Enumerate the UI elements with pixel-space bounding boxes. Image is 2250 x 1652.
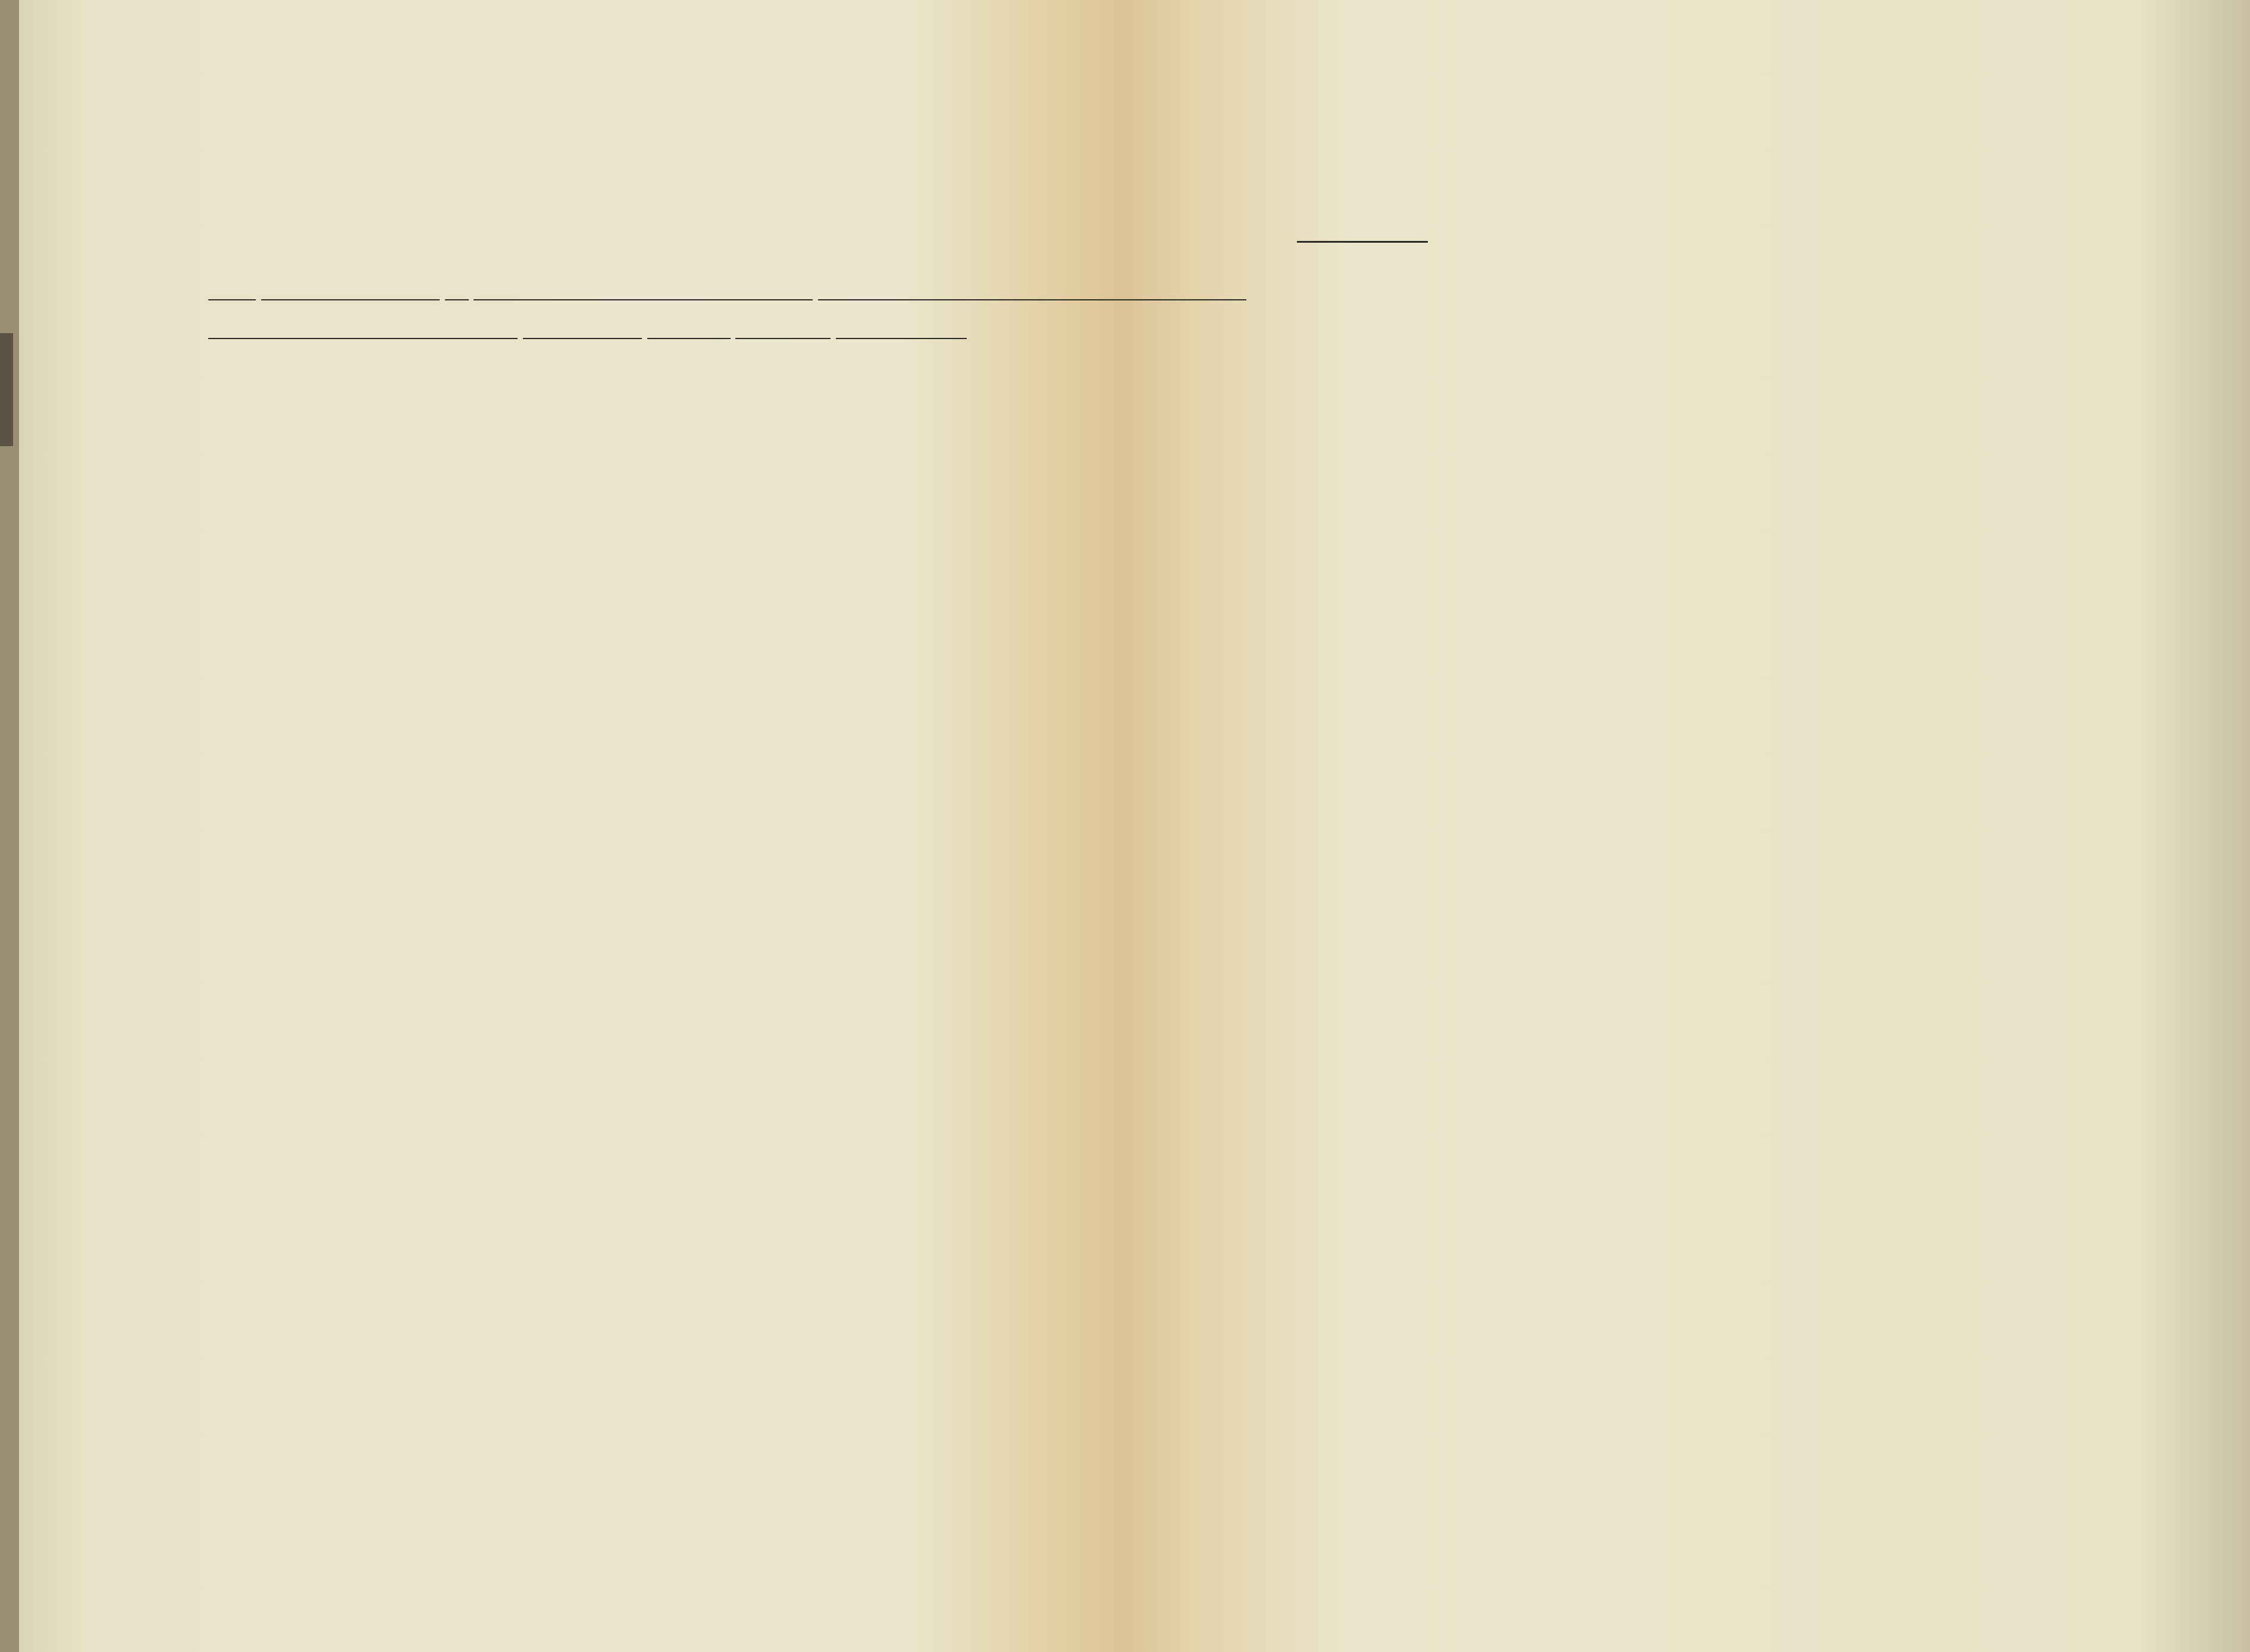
month-blank [261,299,440,300]
header-potatoes [1710,458,1740,589]
header-relation [364,369,393,589]
header-young-cattle [1434,458,1469,589]
from-region [474,299,813,300]
header-birth-year [441,381,465,589]
header-family-heads [21,410,51,583]
platform-count [836,338,967,339]
header-other-building [1945,405,1981,589]
binding-edge [0,0,19,1652]
people-wagons [647,338,731,339]
header-horses [1348,464,1371,589]
header-bees [1618,464,1642,589]
header-family-members [59,410,89,583]
quote-open [208,299,232,300]
binding-tab [0,333,13,446]
header-lumber [1892,405,1945,589]
station-line [208,315,967,339]
header-pigs [1484,464,1508,589]
header-birds [1574,464,1597,589]
wagon-count [523,338,642,339]
header-cows [1389,458,1419,589]
cattle-wagons [735,338,831,339]
to-region [818,299,1246,300]
year-blank [445,299,469,300]
title-underline [1297,241,1428,243]
header-grain [1666,458,1696,589]
page-title [726,205,762,256]
header-sheep [1529,464,1553,589]
departure-station [208,338,518,339]
header-hay [1761,458,1785,589]
day-blank [232,299,256,300]
header-inventory [1806,410,1841,589]
dispatch-line [208,277,1246,300]
header-ticket [490,381,526,589]
header-household [1856,410,1880,589]
